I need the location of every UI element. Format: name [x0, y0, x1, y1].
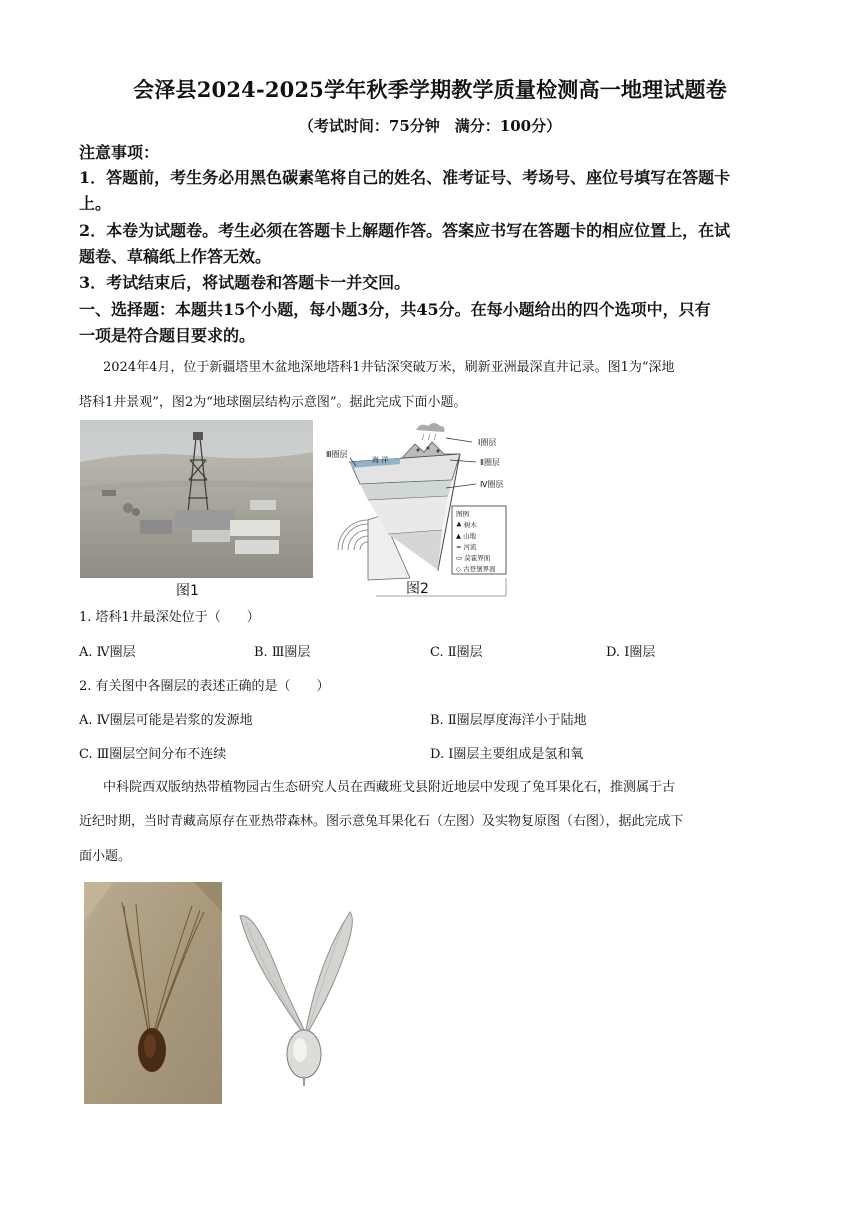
fig2-label-layer3: Ⅲ圈层 [326, 450, 348, 459]
material-1-line-1: 2024年4月，位于新疆塔里木盆地深地塔科1井钻深突破万米，刷新亚洲最深直井记录。图1为“深地 [103, 360, 675, 375]
fig2-label-layer4: Ⅳ圈层 [480, 480, 504, 489]
question-1-option-c: C. Ⅱ圈层 [430, 645, 483, 660]
svg-text:≈ 河流 [456, 542, 477, 551]
question-1-option-b: B. Ⅲ圈层 [254, 645, 311, 660]
question-2-option-b: B. Ⅱ圈层厚度海洋小于陆地 [430, 713, 587, 728]
question-1-option-d: D. Ⅰ圈层 [606, 645, 656, 660]
svg-text:♣ 树木 [456, 520, 477, 529]
river-icon: ≈ [456, 543, 464, 551]
notice-item-3: 3．考试结束后，将试题卷和答题卡一并交回。 [79, 273, 411, 292]
svg-text:▲ 山地 [456, 531, 477, 540]
svg-text:◇ 古登堡界面 [456, 564, 496, 573]
moho-icon: ▭ [456, 554, 465, 562]
material-2-line-1: 中科院西双版纳热带植物园古生态研究人员在西藏班戈县附近地层中发现了兔耳果化石，推测属于古 [103, 780, 676, 795]
notice-item-2-cont: 题卷、草稿纸上作答无效。 [79, 247, 272, 266]
figure-1-photo [80, 420, 313, 578]
fig2-legend-title: 图例 [456, 510, 469, 518]
reconstruction-illustration [232, 902, 356, 1088]
fig2-label-sea: 海 洋 [372, 456, 389, 464]
fossil-photo [84, 882, 222, 1104]
gutenberg-icon: ◇ [456, 565, 464, 573]
material-1-line-2: 塔科1井景观”，图2为“地球圈层结构示意图”。据此完成下面小题。 [79, 395, 467, 410]
notice-item-2: 2．本卷为试题卷。考生必须在答题卡上解题作答。答案应书写在答题卡的相应位置上，在试 [79, 221, 731, 240]
fig2-label-layer1: Ⅰ圈层 [478, 438, 497, 447]
notice-item-1-cont: 上。 [79, 194, 112, 213]
material-2-line-2: 近纪时期，当时青藏高原存在亚热带森林。图示意兔耳果化石（左图）及实物复原图（右图），据此完成下 [79, 814, 684, 829]
question-2-option-a: A. Ⅳ圈层可能是岩浆的发源地 [79, 713, 253, 728]
section-heading: 一、选择题：本题共15个小题，每小题3分，共45分。在每小题给出的四个选项中，只有 [79, 300, 711, 319]
exam-subtitle: （考试时间：75分钟 满分：100分） [298, 117, 562, 135]
figure-2-caption: 图2 [406, 581, 429, 597]
fig2-legend-gutenberg: 古登堡界面 [463, 565, 496, 573]
material-2-line-3: 面小题。 [79, 849, 132, 864]
tree-icon: ♣ [456, 521, 464, 529]
question-1-stem: 1. 塔科1井最深处位于（ ） [79, 610, 260, 625]
fig2-legend-moho: 莫霍界面 [464, 554, 491, 562]
fig2-label-layer2: Ⅱ圈层 [480, 458, 500, 467]
question-2-option-c: C. Ⅲ圈层空间分布不连续 [79, 747, 227, 762]
figure-2-diagram [320, 420, 510, 598]
fig2-legend-river: 河流 [463, 543, 477, 551]
question-2-stem: 2. 有关图中各圈层的表述正确的是（ ） [79, 679, 330, 694]
mountain-icon: ▲ [456, 532, 464, 540]
notice-item-1: 1．答题前，考生务必用黑色碳素笔将自己的姓名、准考证号、考场号、座位号填写在答题卡 [79, 168, 731, 187]
fig2-legend-tree: 树木 [463, 521, 477, 529]
fig2-legend-mountain: 山地 [463, 532, 477, 540]
svg-text:▭ 莫霍界面 [456, 553, 491, 562]
figure-1-caption: 图1 [176, 583, 199, 599]
notice-heading: 注意事项： [79, 143, 160, 162]
question-1-option-a: A. Ⅳ圈层 [79, 645, 136, 660]
section-heading-cont: 一项是符合题目要求的。 [79, 326, 256, 345]
exam-title: 会泽县2024-2025学年秋季学期教学质量检测高一地理试题卷 [133, 77, 727, 102]
question-2-option-d: D. Ⅰ圈层主要组成是氢和氧 [430, 747, 584, 762]
